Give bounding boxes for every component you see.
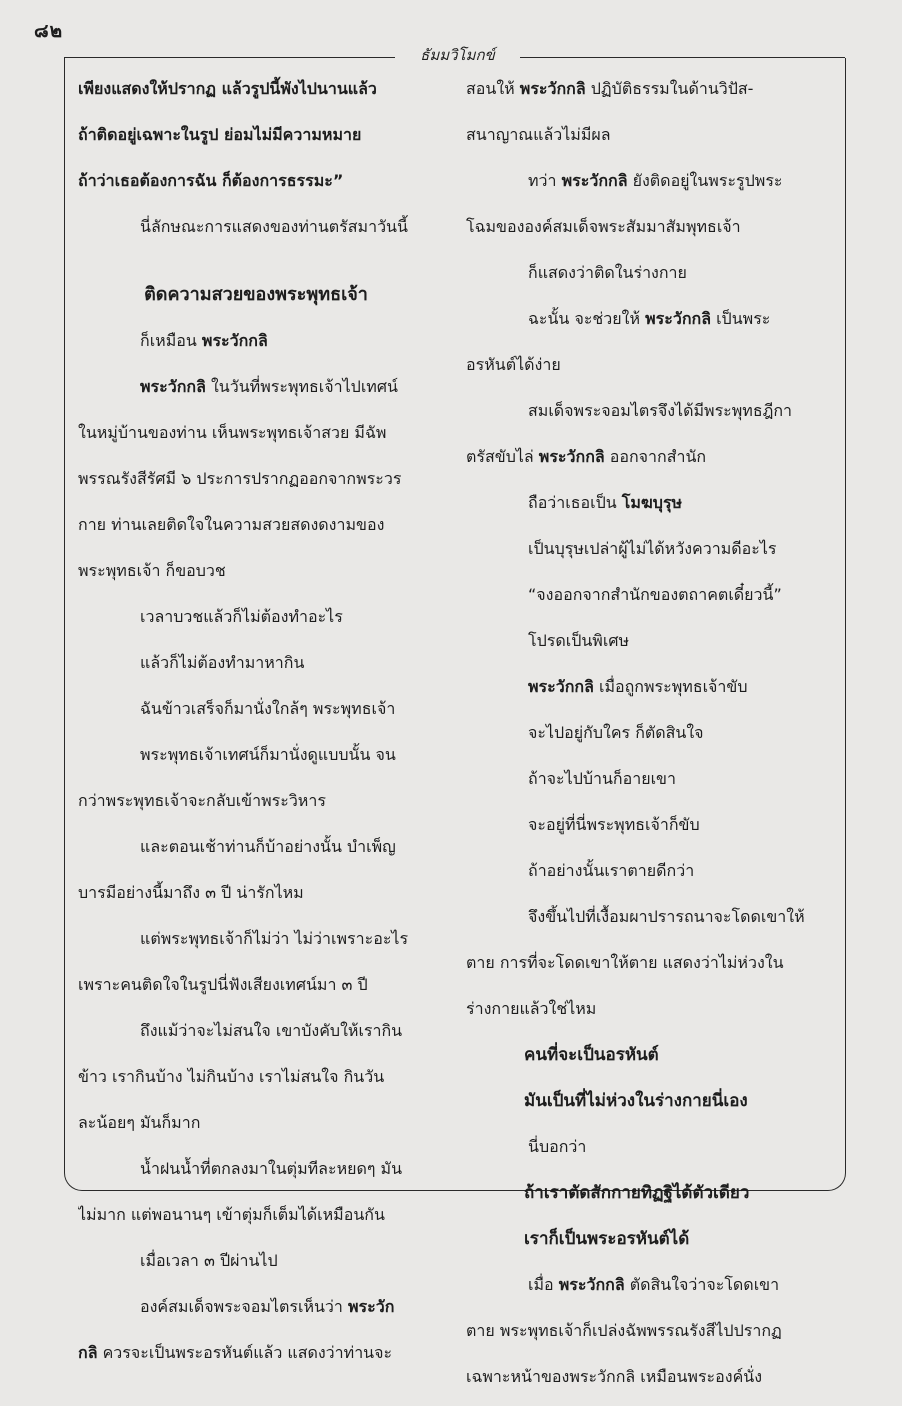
text-line: [78, 370, 434, 416]
line-text: องค์สมเด็จพระจอมไตรเห็นว่า: [140, 1297, 348, 1316]
text-line: ถึงแม้ว่าจะไม่สนใจ เขาบังคับให้เรากิน: [140, 1021, 403, 1040]
text-line: [466, 1268, 830, 1314]
text-line: น้ำฝนน้ำที่ตกลงมาในตุ่มทีละหยดๆ มัน: [140, 1159, 403, 1178]
line-text: ตรัสขับไล่: [466, 447, 539, 466]
name-emphasis: พระวักกลิ: [519, 79, 586, 98]
text-line: [466, 72, 830, 118]
text-line: ถ้าว่าเธอต้องการฉัน ก็ต้องการธรรมะ”: [78, 171, 344, 190]
text-line: [78, 1336, 434, 1382]
line-text: ทว่า: [528, 171, 562, 190]
text-line: จึงขึ้นไปที่เงื้อมผาปรารถนาจะโดดเขาให้: [528, 907, 805, 926]
text-line: ไม่มาก แต่พอนานๆ เข้าตุ่มก็เต็มได้เหมือนกัน: [78, 1205, 385, 1224]
text-line: สมเด็จพระจอมไตรจึงได้มีพระพุทธฎีกา: [528, 401, 793, 420]
text-line: และตอนเช้าท่านก็บ้าอย่างนั้น บำเพ็ญ: [140, 837, 396, 856]
line-text: ฉะนั้น จะช่วยให้: [528, 309, 646, 328]
line-text: ออกจากสำนัก: [604, 447, 707, 466]
text-line: ฉันข้าวเสร็จก็มานั่งใกล้ๆ พระพุทธเจ้า: [140, 699, 396, 718]
text-line: โปรดเป็นพิเศษ: [528, 631, 630, 650]
emphasis-line: มันเป็นที่ไม่ห่วงในร่างกายนี่เอง: [524, 1091, 748, 1111]
text-line: จะไปอยู่กับใคร ก็ตัดสินใจ: [528, 723, 704, 742]
text-line: แล้วก็ไม่ต้องทำมาหากิน: [140, 653, 305, 672]
text-line: จะอยู่ที่นี่พระพุทธเจ้าก็ขับ: [528, 815, 700, 834]
text-line: ตาย พระพุทธเจ้าก็เปล่งฉัพพรรณรังสีไปปรากฏ: [466, 1321, 782, 1340]
text-line: ถ้าอย่างนั้นเราตายดีกว่า: [528, 861, 695, 880]
text-line: กว่าพระพุทธเจ้าจะกลับเข้าพระวิหาร: [78, 791, 326, 810]
text-line: เฉพาะหน้าของพระวักกลิ เหมือนพระองค์นั่ง: [466, 1367, 763, 1386]
text-line: อรหันต์ได้ง่าย: [466, 355, 561, 374]
text-line: ตาย การที่จะโดดเขาให้ตาย แสดงว่าไม่ห่วงใน: [466, 953, 784, 972]
text-line: ถ้าติดอยู่เฉพาะในรูป ย่อมไม่มีความหมาย: [78, 125, 362, 144]
emphasis-line: เราก็เป็นพระอรหันต์ได้: [524, 1229, 690, 1249]
text-line: ข้าว เรากินบ้าง ไม่กินบ้าง เราไม่สนใจ กินวัน: [78, 1067, 385, 1086]
text-line: บารมีอย่างนี้มาถึง ๓ ปี น่ารักไหม: [78, 883, 304, 902]
name-emphasis: พระวักกลิ: [140, 377, 206, 396]
running-head: ธัมมวิโมกข์: [420, 46, 495, 64]
text-line: ก็แสดงว่าติดในร่างกาย: [528, 263, 687, 282]
text-line: กาย ท่านเลยติดใจในความสวยสดงดงามของ: [78, 515, 385, 534]
text-line: แต่พระพุทธเจ้าก็ไม่ว่า ไม่ว่าเพราะอะไร: [140, 929, 409, 948]
text-line: นี่บอกว่า: [528, 1137, 587, 1156]
line-text: ปฏิบัติธรรมในด้านวิปัส-: [585, 79, 754, 98]
text-line: [466, 670, 830, 716]
text-line: เวลาบวชแล้วก็ไม่ต้องทำอะไร: [140, 607, 343, 626]
name-emphasis: พระวักกลิ: [561, 171, 628, 190]
text-line: โฉมขององค์สมเด็จพระสัมมาสัมพุทธเจ้า: [466, 217, 741, 236]
section-heading: ติดความสวยของพระพุทธเจ้า: [144, 284, 368, 305]
name-emphasis: กลิ: [78, 1343, 98, 1362]
emphasis-line: คนที่จะเป็นอรหันต์: [524, 1045, 659, 1065]
left-column: [78, 72, 434, 1382]
page-number: ๘๒: [34, 20, 64, 42]
text-line: นี่ลักษณะการแสดงของท่านตรัสมาวันนี้: [140, 217, 408, 236]
text-line: [78, 1290, 434, 1336]
text-line: สนาญาณแล้วไม่มีผล: [466, 125, 611, 144]
line-text: เป็นพระ: [711, 309, 771, 328]
line-text: เมื่อถูกพระพุทธเจ้าขับ: [593, 677, 748, 696]
line-text: ถือว่าเธอเป็น: [528, 493, 622, 512]
text-line: พรรณรังสีรัศมี ๖ ประการปรากฏออกจากพระวร: [78, 469, 402, 488]
text-line: [466, 302, 830, 348]
text-line: ถ้าจะไปบ้านก็อายเขา: [528, 769, 676, 788]
text-line: ในหมู่บ้านของท่าน เห็นพระพุทธเจ้าสวย มีฉัพ: [78, 423, 387, 442]
text-line: [466, 486, 830, 532]
name-emphasis: พระวัก: [347, 1297, 395, 1316]
text-line: เป็นบุรุษเปล่าผู้ไม่ได้หวังความดีอะไร: [528, 539, 777, 558]
right-column: [466, 72, 830, 1406]
text-line: เมื่อเวลา ๓ ปีผ่านไป: [140, 1251, 278, 1270]
text-line: “จงออกจากสำนักของตถาคตเดี๋ยวนี้”: [528, 585, 782, 604]
name-emphasis: พระวักกลิ: [645, 309, 711, 328]
line-text: ยังติดอยู่ในพระรูปพระ: [627, 171, 783, 190]
text-line: เพราะคนติดใจในรูปนี่ฟังเสียงเทศน์มา ๓ ปี: [78, 975, 368, 994]
line-text: เมื่อ: [528, 1275, 559, 1294]
text-line: พระพุทธเจ้า ก็ขอบวช: [78, 561, 226, 580]
name-emphasis: โมฆบุรุษ: [621, 493, 683, 512]
text-line: ละน้อยๆ มันก็มาก: [78, 1113, 201, 1132]
name-emphasis: พระวักกลิ: [558, 1275, 625, 1294]
name-emphasis: พระวักกลิ: [201, 331, 268, 350]
paragraph-gap: [78, 256, 434, 278]
text-line: [466, 164, 830, 210]
name-emphasis: พระวักกลิ: [528, 677, 594, 696]
text-line: [78, 324, 434, 370]
text-line: เพียงแสดงให้ปรากฏ แล้วรูปนี้พังไปนานแล้ว: [78, 79, 377, 98]
name-emphasis: พระวักกลิ: [538, 447, 605, 466]
line-text: สอนให้: [466, 79, 520, 98]
emphasis-line: ถ้าเราตัดสักกายทิฏฐิได้ตัวเดียว: [524, 1183, 750, 1203]
line-text: ในวันที่พระพุทธเจ้าไปเทศน์: [205, 377, 398, 396]
text-line: พระพุทธเจ้าเทศน์ก็มานั่งดูแบบนั้น จน: [140, 745, 396, 764]
text-line: [466, 440, 830, 486]
line-text: ตัดสินใจว่าจะโดดเขา: [624, 1275, 780, 1294]
line-text: ก็เหมือน: [140, 331, 202, 350]
text-line: ร่างกายแล้วใช่ไหม: [466, 999, 597, 1018]
line-text: ควรจะเป็นพระอรหันต์แล้ว แสดงว่าท่านจะ: [97, 1343, 393, 1362]
